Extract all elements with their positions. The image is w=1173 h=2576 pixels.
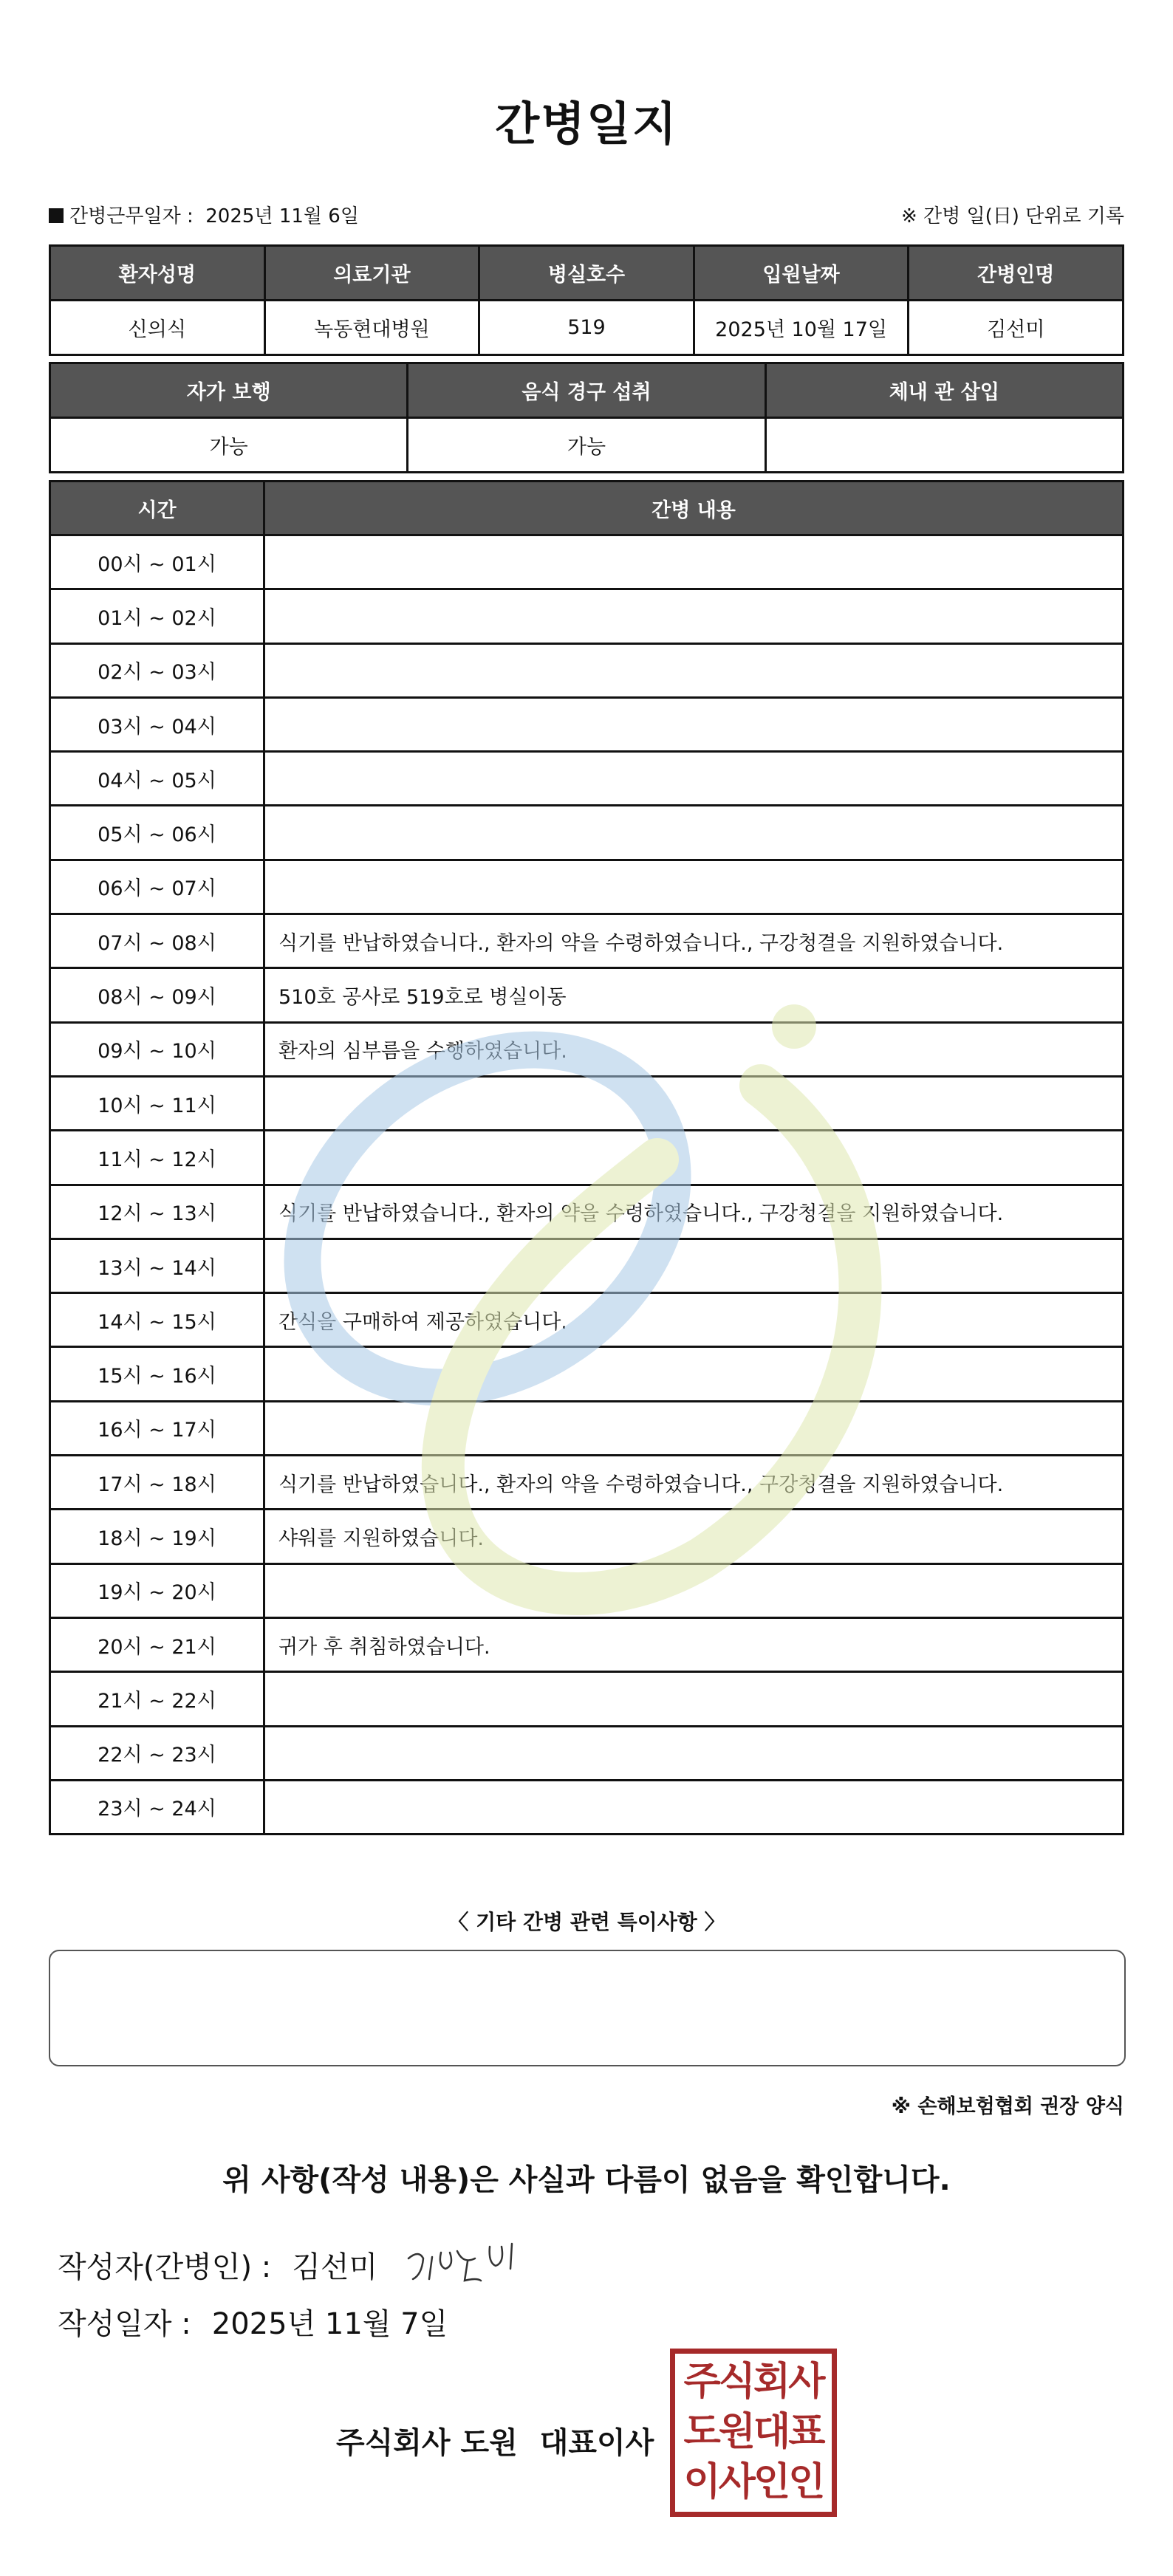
time-cell: 11시 ~ 12시	[50, 1131, 264, 1185]
table-row	[50, 1726, 1124, 1780]
care-content-cell: 환자의 심부름을 수행하였습니다.	[264, 1022, 1124, 1076]
care-content-cell	[264, 1726, 1124, 1780]
patient-info-table	[49, 244, 1124, 356]
table-row	[50, 1347, 1124, 1401]
table-row	[50, 1022, 1124, 1076]
table-row	[50, 1131, 1124, 1185]
header-caregiver: 간병인명	[909, 246, 1124, 301]
handwritten-signature	[403, 2236, 528, 2285]
time-cell: 15시 ~ 16시	[50, 1347, 264, 1401]
table-row	[50, 1510, 1124, 1563]
time-cell: 17시 ~ 18시	[50, 1456, 264, 1510]
time-cell: 03시 ~ 04시	[50, 697, 264, 751]
table-row	[50, 1456, 1124, 1510]
time-cell: 06시 ~ 07시	[50, 860, 264, 914]
writer-line	[58, 2244, 377, 2286]
care-content-cell: 식기를 반납하였습니다., 환자의 약을 수령하였습니다., 구강청결을 지원하였습니다.	[264, 1185, 1124, 1239]
care-content-cell	[264, 697, 1124, 751]
care-content-cell: 식기를 반납하였습니다., 환자의 약을 수령하였습니다., 구강청결을 지원하였습니다.	[264, 1456, 1124, 1510]
care-content-cell	[264, 1076, 1124, 1130]
standard-form-note: ※ 손해보험협회 권장 양식	[891, 2095, 1124, 2118]
company-name: 주식회사 도원	[336, 2426, 518, 2460]
table-row	[50, 1780, 1124, 1834]
patient-status-table	[49, 362, 1124, 473]
care-content-cell	[264, 1672, 1124, 1726]
header-care-content: 간병 내용	[264, 482, 1124, 535]
time-cell: 23시 ~ 24시	[50, 1780, 264, 1834]
table-row	[50, 1563, 1124, 1617]
care-content-cell: 식기를 반납하였습니다., 환자의 약을 수령하였습니다., 구강청결을 지원하였습니다.	[264, 914, 1124, 968]
room-number: 519	[479, 301, 694, 355]
table-row	[50, 643, 1124, 697]
table-row	[50, 914, 1124, 968]
care-content-cell	[264, 535, 1124, 589]
time-cell: 12시 ~ 13시	[50, 1185, 264, 1239]
written-date-label: 작성일자 :	[58, 2307, 191, 2341]
care-content-cell	[264, 1131, 1124, 1185]
care-content-cell	[264, 1347, 1124, 1401]
table-row	[50, 1076, 1124, 1130]
header-patient-name: 환자성명	[50, 246, 265, 301]
time-cell: 18시 ~ 19시	[50, 1510, 264, 1563]
header-hospital: 의료기관	[264, 246, 479, 301]
care-content-cell	[264, 1563, 1124, 1617]
header-oral-intake: 음식 경구 섭취	[408, 363, 765, 418]
care-content-cell	[264, 589, 1124, 643]
document-title: 간병일지	[495, 97, 678, 151]
time-cell: 13시 ~ 14시	[50, 1239, 264, 1292]
header-tube: 체내 관 삽입	[765, 363, 1123, 418]
work-date-label: 간병근무일자 :	[69, 205, 194, 227]
care-content-cell: 샤워를 지원하였습니다.	[264, 1510, 1124, 1563]
time-cell: 16시 ~ 17시	[50, 1401, 264, 1455]
care-log-body	[50, 535, 1124, 1835]
oral-intake-status: 가능	[408, 418, 765, 473]
written-date-line	[58, 2301, 448, 2343]
table-row	[50, 1239, 1124, 1292]
time-cell: 09시 ~ 10시	[50, 1022, 264, 1076]
care-content-cell	[264, 806, 1124, 860]
table-row	[50, 752, 1124, 806]
table-row	[50, 968, 1124, 1022]
care-content-cell	[264, 860, 1124, 914]
time-cell: 04시 ~ 05시	[50, 752, 264, 806]
admission-date: 2025년 10월 17일	[694, 301, 909, 355]
time-cell: 22시 ~ 23시	[50, 1726, 264, 1780]
time-cell: 00시 ~ 01시	[50, 535, 264, 589]
time-cell: 14시 ~ 15시	[50, 1293, 264, 1347]
care-content-cell: 510호 공사로 519호로 병실이동	[264, 968, 1124, 1022]
time-cell: 20시 ~ 21시	[50, 1617, 264, 1671]
hospital-name: 녹동현대병원	[264, 301, 479, 355]
confirmation-statement: 위 사항(작성 내용)은 사실과 다름이 없음을 확인합니다.	[222, 2163, 951, 2197]
care-content-cell: 간식을 구매하여 제공하였습니다.	[264, 1293, 1124, 1347]
header-room: 병실호수	[479, 246, 694, 301]
care-log-table	[49, 480, 1124, 1835]
tube-status	[765, 418, 1123, 473]
company-seal: 주식회사 도원대표 이사인인	[670, 2349, 837, 2517]
special-notes-title: 〈 기타 간병 관련 특이사항 〉	[448, 1910, 725, 1934]
care-content-cell	[264, 1780, 1124, 1834]
time-cell: 02시 ~ 03시	[50, 643, 264, 697]
table-row	[50, 806, 1124, 860]
table-row	[50, 1293, 1124, 1347]
time-cell: 21시 ~ 22시	[50, 1672, 264, 1726]
writer-name: 김선미	[292, 2250, 378, 2284]
work-date-value: 2025년 11월 6일	[205, 205, 359, 227]
record-note: ※ 간병 일(日) 단위로 기록	[900, 205, 1124, 227]
time-cell: 07시 ~ 08시	[50, 914, 264, 968]
care-content-cell	[264, 643, 1124, 697]
special-notes-box	[49, 1950, 1126, 2066]
time-cell: 01시 ~ 02시	[50, 589, 264, 643]
care-content-cell: 귀가 후 취침하였습니다.	[264, 1617, 1124, 1671]
care-content-cell	[264, 1239, 1124, 1292]
square-bullet-icon	[49, 208, 64, 223]
header-admission-date: 입원날짜	[694, 246, 909, 301]
ceo-title: 대표이사	[539, 2426, 654, 2460]
care-content-cell	[264, 1401, 1124, 1455]
time-cell: 08시 ~ 09시	[50, 968, 264, 1022]
table-row	[50, 697, 1124, 751]
patient-name: 신의식	[50, 301, 265, 355]
table-row	[50, 1185, 1124, 1239]
care-content-cell	[264, 752, 1124, 806]
writer-label: 작성자(간병인) :	[58, 2250, 272, 2284]
time-cell: 05시 ~ 06시	[50, 806, 264, 860]
company-line	[336, 2419, 654, 2462]
header-time: 시간	[50, 482, 264, 535]
work-date	[49, 201, 359, 228]
time-cell: 10시 ~ 11시	[50, 1076, 264, 1130]
table-row	[50, 589, 1124, 643]
walking-status: 가능	[50, 418, 408, 473]
table-row	[50, 1401, 1124, 1455]
written-date: 2025년 11월 7일	[211, 2307, 448, 2341]
caregiver-name: 김선미	[909, 301, 1124, 355]
table-row	[50, 535, 1124, 589]
time-cell: 19시 ~ 20시	[50, 1563, 264, 1617]
table-row	[50, 1617, 1124, 1671]
header-walking: 자가 보행	[50, 363, 408, 418]
table-row	[50, 860, 1124, 914]
table-row	[50, 1672, 1124, 1726]
